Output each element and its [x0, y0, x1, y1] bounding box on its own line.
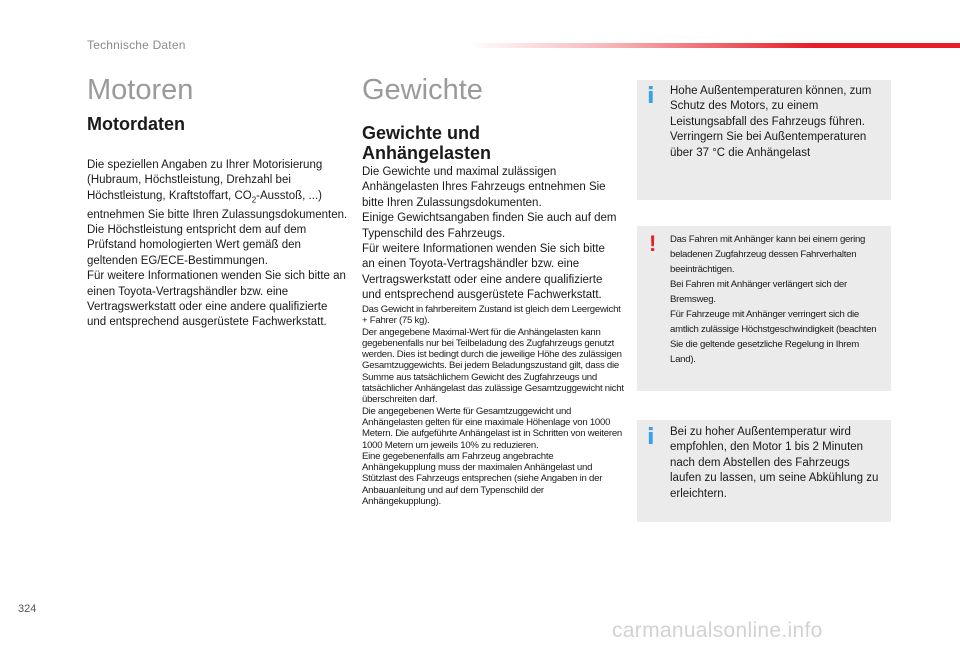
- co2-subscript: 2: [251, 195, 257, 205]
- info-note-text: [670, 84, 881, 161]
- motoren-para-2: Die Höchstleistung entspricht dem auf dem Prüfstand homologierten Wert gemäß den geltenden EG/ECE-Bestimmungen.: [87, 223, 307, 267]
- fineprint-para-2: Der angegebene Maximal-Wert für die Anhängelasten kann gegebenenfalls nur bei Teilbeladung des Zugfahrzeugs genutzt werden. Dies ist bedingt durch die jeweilige Höhe des zulässigen Gesamtzuggewichts. Bei jedem Beladungszustand gilt, dass die Summe aus tatsächlichem Gewicht des Zugfahrzeugs und tatsächlicher Anhängelast das zulässige Gesamtzuggewicht nicht überschreiten darf.: [362, 326, 624, 406]
- warning-note-para-3: Für Fahrzeuge mit Anhänger verringert sich die amtlich zulässige Höchstgeschwindigkeit (beachten Sie die geltende gesetzliche Regelung in Ihrem Land).: [670, 309, 877, 365]
- gewichte-para-1: Die Gewichte und maximal zulässigen Anhängelasten Ihres Fahrzeugs entnehmen Sie bitte Ihren Zulassungsdokumenten.: [362, 166, 606, 209]
- info-icon: i: [647, 84, 655, 109]
- gewichte-subtitle: Gewichte und Anhängelasten: [362, 123, 492, 163]
- motoren-para-3: Für weitere Informationen wenden Sie sich bitte an einen Toyota-Vertragshändler bzw. eine Vertragswerkstatt oder eine andere qualifizierte und entsprechend ausgerüstete Fachwerkstatt.: [87, 270, 346, 329]
- fineprint-para-4: Eine gegebenenfalls am Fahrzeug angebrachte Anhängekupplung muss der maximalen Anhängelast und Stützlast des Fahrzeugs entsprechen (siehe Angaben in der Anbauanleitung und auf dem Typenschild der Anhängekupplung).: [362, 450, 603, 508]
- info-icon: i: [647, 425, 655, 450]
- running-header: Technische Daten: [87, 38, 186, 52]
- info-note-para-2: Verringern Sie bei Außentemperaturen über 37 °C die Anhängelast: [670, 131, 867, 159]
- page-number: 324: [18, 603, 37, 615]
- gewichte-para-2: Einige Gewichtsangaben finden Sie auch auf dem Typenschild des Fahrzeugs.: [362, 212, 617, 240]
- info-note-cooldown-text: [670, 425, 881, 502]
- watermark: carmanualsonline.info: [612, 619, 823, 642]
- fineprint-para-1: Das Gewicht in fahrbereitem Zustand ist gleich dem Leergewicht + Fahrer (75 kg).: [362, 304, 621, 327]
- motordaten-subtitle: Motordaten: [87, 114, 185, 134]
- gewichte-fineprint: [362, 304, 624, 507]
- header-accent-bar: [470, 43, 960, 48]
- gewichte-title: Gewichte: [362, 74, 483, 106]
- warning-note-para-1: Das Fahren mit Anhänger kann bei einem gering beladenen Zugfahrzeug dessen Fahrverhalten beeinträchtigen.: [670, 234, 866, 275]
- warning-note-text: [670, 232, 881, 367]
- warning-note-trailer: [637, 226, 891, 391]
- motoren-title: Motoren: [87, 74, 194, 106]
- warning-note-para-2: Bei Fahren mit Anhänger verlängert sich der Bremsweg.: [670, 279, 847, 305]
- info-note-cooldown: [637, 420, 891, 522]
- warning-icon: !: [649, 231, 657, 256]
- fineprint-para-3: Die angegebenen Werte für Gesamtzuggewicht und Anhängelasten gelten für eine maximale Höhenlage von 1000 Metern. Die aufgeführte Anhängelast ist in Schritten von weiteren 1000 Metern um jeweils 10% zu reduzieren.: [362, 405, 622, 451]
- motoren-para-1: Die speziellen Angaben zu Ihrer Motorisierung (Hubraum, Höchstleistung, Drehzahl bei Höchstleistung, Kraftstoffart, $CO_2$-Ausstoß, ...) entnehmen Sie bitte Ihren Zulassungsdokumenten.: [87, 159, 348, 221]
- info-note-cooldown-para: Bei zu hoher Außentemperatur wird empfohlen, den Motor 1 bis 2 Minuten nach dem Abstellen des Fahrzeugs laufen zu lassen, um seine Abkühlung zu erleichtern.: [670, 426, 879, 500]
- info-note-para-1: Hohe Außentemperaturen können, zum Schutz des Motors, zu einem Leistungsabfall des Fahrzeugs führen.: [670, 85, 872, 128]
- info-note-temperature: [637, 80, 891, 200]
- gewichte-para-3: Für weitere Informationen wenden Sie sich bitte an einen Toyota-Vertragshändler bzw. eine Vertragswerkstatt oder eine andere qualifizierte und entsprechend ausgerüstete Fachwerkstatt.: [362, 243, 605, 302]
- gewichte-body: [362, 165, 620, 304]
- motoren-body: [87, 158, 349, 331]
